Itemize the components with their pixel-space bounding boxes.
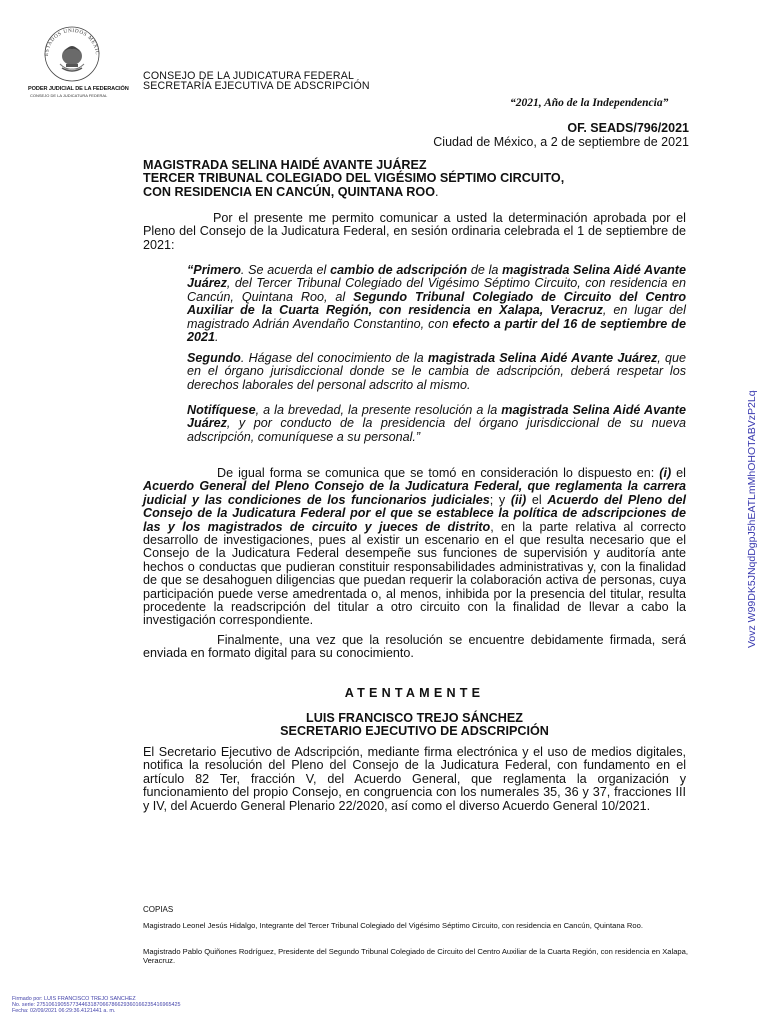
q1-text-d: de la — [467, 263, 503, 277]
q3-label: Notifíquese — [187, 403, 256, 417]
side-verification-hash — [743, 390, 759, 650]
p2-agreement-1: Acuerdo General del Pleno Consejo de la Judicatura Federal, que reglamenta la carrera judicial y las condiciones de los funcionarios judiciales — [143, 479, 686, 507]
office-number: OF. SEADS/796/2021 — [567, 121, 689, 135]
signature-footer — [12, 996, 180, 1014]
signer-name: LUIS FRANCISCO TREJO SÁNCHEZ — [306, 711, 523, 725]
q2-text-c: magistrada Selina Aidé Avante Juárez — [427, 351, 658, 365]
addressee-block — [143, 159, 564, 199]
resolution-second — [187, 352, 686, 392]
q1-text-j: . — [215, 330, 219, 345]
q1-label: “Primero — [187, 263, 241, 277]
eagle-seal-icon — [40, 22, 104, 82]
addressee-residence: CON RESIDENCIA EN CANCÚN, QUINTANA ROO — [143, 184, 435, 199]
seal-ring-text: ESTADOS UNIDOS MEXIC — [43, 27, 101, 57]
q2-text-d: , que en el órgano jurisdiccional donde se le cambia de adscripción, deberá respetar los derechos laborales del personal adscrito al mismo. — [187, 351, 686, 392]
coat-of-arms-seal — [40, 22, 104, 82]
final-paragraph — [143, 634, 686, 661]
addressee-court: TERCER TRIBUNAL COLEGIADO DEL VIGÉSIMO SÉPTIMO CIRCUITO, — [143, 171, 565, 186]
copies-label: COPIAS — [143, 905, 174, 914]
institution-line-1: CONSEJO DE LA JUDICATURA FEDERAL — [143, 70, 355, 82]
p2-marker-ii: (ii) — [510, 492, 527, 507]
p2-text-g: el — [526, 492, 548, 507]
q1-text-e: magistrada Selina Aidé Avante Juárez — [187, 263, 686, 291]
q1-text-i: efecto a partir del 16 de septiembre de 2021 — [187, 316, 686, 345]
electronic-signature-paragraph — [143, 746, 686, 813]
q3-text-d: , y por conducto de la presidencia del órgano jurisdiccional de su nueva adscripción, comuníquese a su personal.” — [187, 416, 686, 444]
q1-text-g: Segundo Tribunal Colegiado de Circuito del Centro Auxiliar de la Cuarta Región, con residencia en Xalapa, Veracruz — [187, 289, 687, 318]
signer-title: SECRETARIO EJECUTIVO DE ADSCRIPCIÓN — [280, 724, 549, 739]
addressee-name: MAGISTRADA SELINA HAIDÉ AVANTE JUÁREZ — [143, 158, 427, 172]
consideration-paragraph — [143, 467, 686, 628]
copy-recipient-2: Magistrado Pablo Quiñones Rodríguez, Presidente del Segundo Tribunal Colegiado de Circuito del Centro Auxiliar de la Cuarta Región, con residencia en Xalapa, Veracruz. — [143, 947, 688, 965]
intro-paragraph — [143, 212, 686, 252]
q2-text-b: . Hágase del conocimiento de la — [240, 351, 428, 365]
q1-text-c: cambio de adscripción — [330, 263, 468, 277]
p2-text-c: el — [671, 466, 686, 480]
intro-text: Por el presente me permito comunicar a usted la determinación aprobada por el Pleno del Consejo de la Judicatura Federal, en sesión ordinaria celebrada el 1 de septiembre de 2021: — [143, 211, 686, 252]
footer-signed-by: Firmado por: LUIS FRANCISCO TREJO SANCHEZ — [12, 996, 136, 1002]
addressee-period: . — [435, 184, 439, 199]
q3-text-b: , a la brevedad, la presente resolución a la — [255, 403, 502, 417]
office-reference — [433, 122, 689, 149]
final-text: Finalmente, una vez que la resolución se encuentre debidamente firmada, será enviada en formato digital para su conocimiento. — [143, 633, 686, 661]
p2-marker-i: (i) — [659, 466, 672, 480]
institution-line-2: SECRETARÍA EJECUTIVA DE ADSCRIPCIÓN — [143, 80, 370, 92]
p2-text-e: ; y — [489, 492, 511, 507]
q1-text-f: , del Tercer Tribunal Colegiado del Vigésimo Séptimo Circuito, con residencia en Cancún, Quintana Roo, al — [187, 276, 686, 304]
closing-atentamente: ATENTAMENTE — [344, 686, 485, 700]
seal-subcaption: CONSEJO DE LA JUDICATURA FEDERAL — [30, 93, 108, 98]
q1-text-b: . Se acuerda el — [240, 263, 331, 277]
p2-agreement-2: Acuerdo del Pleno del Consejo de la Judicatura Federal por el que se establece la política de adscripciones de las y los magistrados de circuito y jueces de distrito — [143, 492, 687, 534]
q3-text-c: magistrada Selina Aidé Avante Juárez — [187, 403, 686, 431]
resolution-first — [187, 264, 686, 344]
copy-recipient-1: Magistrado Leonel Jesús Hidalgo, Integrante del Tercer Tribunal Colegiado del Vigésimo Séptimo Circuito, con residencia en Cancún, Quintana Roo. — [143, 921, 643, 930]
institution-header — [143, 71, 370, 91]
p2-text-a: De igual forma se comunica que se tomó en consideración lo dispuesto en: — [217, 466, 660, 480]
seal-caption: PODER JUDICIAL DE LA FEDERACIÓN — [28, 86, 129, 92]
side-hash-text: Vovz W99DK5JNqdDgpJ5hEATLmMhOHOTABVzP2Lq4lhA= — [746, 390, 758, 648]
place-date: Ciudad de México, a 2 de septiembre de 2021 — [433, 134, 689, 149]
footer-date: Fecha: 02/09/2021 06:29:36.4121441 a. m. — [12, 1008, 116, 1015]
footer-serial: No. serie: 275106190557734463187066786629360166235416965425 — [12, 1002, 181, 1009]
q2-label: Segundo — [187, 351, 241, 365]
signature-text: El Secretario Ejecutivo de Adscripción, mediante firma electrónica y el uso de medios digitales, notifica la resolución del Pleno del Consejo de la Judicatura Federal, con fundamento en el artículo 82 Ter, fracción V, del Acuerdo General, que reglamenta la organización y funcionamiento del propio Consejo, en congruencia con los numerales 35, 36 y 37, fracciones III y IV, del Acuerdo General Plenario 22/2020, así como el diverso Acuerdo General 10/2021. — [143, 745, 686, 813]
p2-text-i: , en la parte relativa al correcto desarrollo de investigaciones, pues al existir un escenario en el que resulta necesario que el Consejo de la Judicatura Federal desempeñe sus funciones de supervisión y auditoría ante hechos o conductas que pudieran constituir responsabilidades administrativas y, con la finalidad de que se desahoguen diligencias que puedan requerir la colaboración activa de personas, cuya participación puede verse amedrentada o, al menos, inhibida por la presencia del titular, resulta procedente la readscripción del titular a otro circuito con la finalidad de llevar a cabo la investigación correspondiente. — [143, 519, 686, 628]
signer-block — [143, 712, 686, 739]
year-motto: “2021, Año de la Independencia” — [510, 97, 669, 109]
q1-text-h: , en lugar del magistrado Adrián Avendaño Constantino, con — [187, 303, 686, 331]
resolution-notify — [187, 404, 686, 444]
